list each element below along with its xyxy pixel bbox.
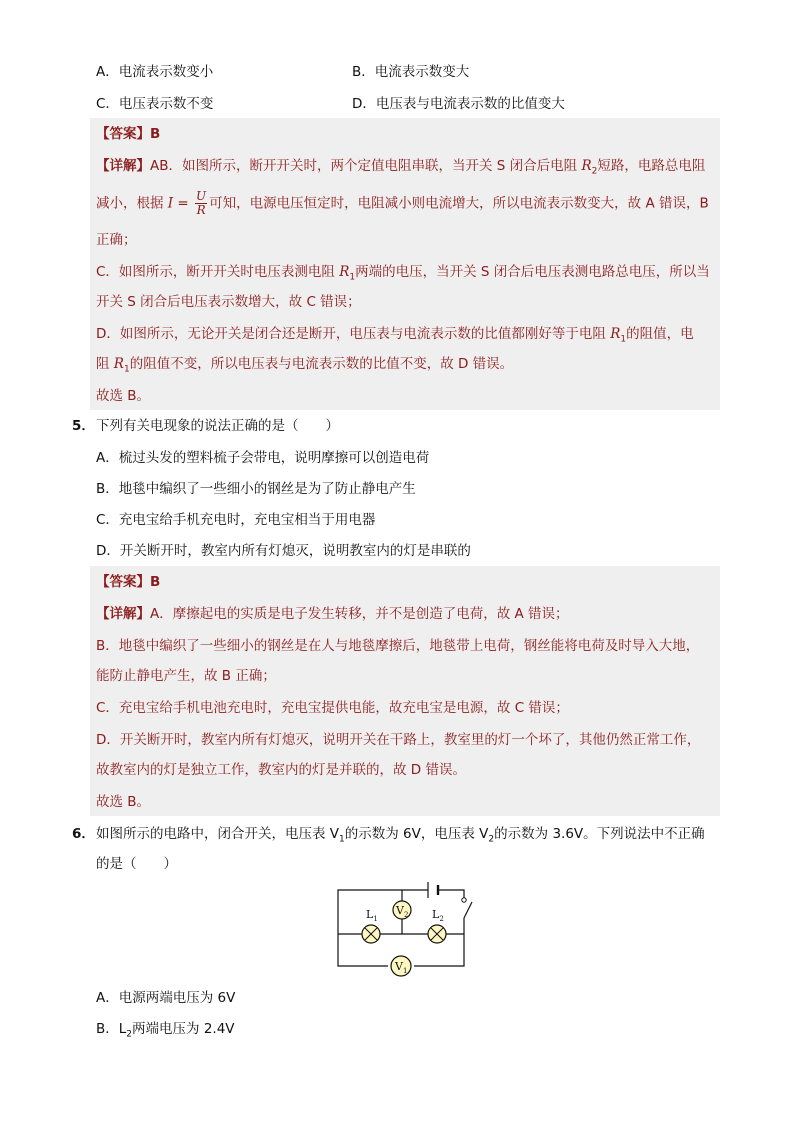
q6-stem-text1c: 的示数为 3.6V。下列说法中不正确 — [494, 826, 705, 842]
q6-option-b-sub: 2 — [126, 1029, 133, 1040]
formula-equals: = — [173, 195, 194, 212]
q4-detail-ab-line3: 正确； — [96, 232, 137, 248]
q4-d2-r-sub: 1 — [123, 364, 130, 375]
wire-top-left — [338, 890, 428, 934]
q4-c-r-symbol: R — [339, 264, 350, 280]
q4-detail-label: 【详解】 — [96, 158, 150, 174]
q6-stem-sub2: 2 — [488, 834, 495, 845]
q5-detail-d-line1: D．开关断开时，教室内所有灯熄灭，说明开关在干路上，教室里的灯一个坏了，其他仍然正常工作， — [96, 732, 701, 748]
q4-d2-r-symbol: R — [113, 356, 124, 372]
q5-conclusion: 故选 B。 — [96, 794, 151, 810]
formula-numerator: U — [196, 189, 207, 203]
formula-fraction — [195, 190, 207, 217]
q4-c-r-sub: 1 — [349, 272, 356, 283]
q4-detail-d-text2b: 的阻值不变，所以电压表与电流表示数的比值不变，故 D 错误。 — [129, 356, 514, 372]
q4-option-c: C．电压表示数不变 — [96, 96, 214, 112]
q4-detail-ab-text2b: 可知，电源电压恒定时，电阻减小则电流增大，所以电流表示数变大，故 A 错误，B — [209, 195, 709, 212]
q4-detail-d-line1 — [96, 324, 694, 350]
q4-conclusion: 故选 B。 — [96, 388, 151, 404]
q4-detail-ab-line1 — [96, 156, 705, 182]
switch-pivot — [462, 898, 466, 902]
q6-number: 6． — [72, 826, 95, 842]
q6-stem-line2: 的是（ ） — [96, 856, 177, 872]
q5-option-d: D．开关断开时，教室内所有灯熄灭，说明教室内的灯是串联的 — [96, 543, 471, 559]
q6-stem-text1a: 如图所示的电路中，闭合开关，电压表 V — [96, 826, 340, 842]
q5-option-c: C．充电宝给手机充电时，充电宝相当于用电器 — [96, 512, 376, 528]
voltmeter-v2-label: $V_2$ — [396, 904, 409, 919]
lamp-l2 — [428, 925, 446, 943]
q4-detail-c-line2: 开关 S 闭合后电压表示数增大，故 C 错误； — [96, 294, 361, 310]
lamp-l1-label: $L_1$ — [366, 908, 378, 923]
q4-detail-d-line2 — [96, 354, 513, 380]
q6-stem-line1 — [96, 824, 705, 850]
q5-answer-label: 【答案】B — [96, 574, 161, 590]
q4-detail-d-text1b: 的阻值，电 — [626, 326, 694, 342]
q6-option-a: A．电源两端电压为 6V — [96, 990, 236, 1006]
circuit-diagram — [330, 878, 480, 978]
q4-detail-ab-text1: AB．如图所示，断开开关时，两个定值电阻串联，当开关 S 闭合后电阻 — [150, 158, 582, 174]
q4-detail-ab-line2 — [96, 190, 709, 217]
q5-detail-b-line2: 能防止静电产生，故 B 正确； — [96, 668, 276, 684]
q6-option-b-text-b: 两端电压为 2.4V — [132, 1021, 235, 1037]
q4-detail-ab-text2a: 减小，根据 — [96, 195, 168, 212]
q5-detail-a — [96, 604, 569, 624]
q4-detail-ab-text1b: 短路，电路总电阻 — [597, 158, 706, 174]
wire-top-right — [438, 890, 464, 900]
q4-detail-d-text2a: 阻 — [96, 356, 114, 372]
q4-d-r-sub: 1 — [620, 334, 627, 345]
q4-detail-c-text1b: 两端的电压，当开关 S 闭合后电压表测电路总电压，所以当 — [355, 264, 710, 280]
formula-denominator: R — [196, 203, 206, 217]
q4-r2-sub: 2 — [591, 166, 598, 177]
q6-option-b-text-a: B．L — [96, 1021, 127, 1037]
q4-r2-symbol: R — [581, 158, 592, 174]
q5-detail-c: C．充电宝给手机电池充电时，充电宝提供电能，故充电宝是电源，故 C 错误； — [96, 700, 569, 716]
q5-number: 5． — [72, 418, 95, 434]
q4-detail-c-text1a: C．如图所示，断开开关时电压表测电阻 — [96, 264, 340, 280]
q4-detail-c-line1 — [96, 262, 710, 288]
q5-stem: 下列有关电现象的说法正确的是（ ） — [96, 418, 339, 434]
q5-detail-label: 【详解】 — [96, 606, 150, 622]
q6-stem-text1b: 的示数为 6V，电压表 V — [344, 826, 489, 842]
q5-option-a: A．梳过头发的塑料梳子会带电，说明摩擦可以创造电荷 — [96, 450, 430, 466]
switch-blade — [464, 902, 472, 918]
formula-lhs: I — [167, 195, 174, 212]
q5-detail-b-line1: B．地毯中编织了一些细小的钢丝是在人与地毯摩擦后，地毯带上电荷，钢丝能将电荷及时导入大地， — [96, 638, 700, 654]
q4-d-r-symbol: R — [610, 326, 621, 342]
voltmeter-v1-label: $V_1$ — [395, 960, 408, 975]
q5-detail-d-line2: 故教室内的灯是独立工作，教室内的灯是并联的，故 D 错误。 — [96, 762, 466, 778]
q4-option-b: B．电流表示数变大 — [352, 64, 470, 80]
q4-answer-label: 【答案】B — [96, 126, 161, 142]
lamp-l1 — [362, 925, 380, 943]
q4-detail-d-text1a: D．如图所示，无论开关是闭合还是断开，电压表与电流表示数的比值都刚好等于电阻 — [96, 326, 611, 342]
q5-detail-a-text: A．摩擦起电的实质是电子发生转移，并不是创造了电荷，故 A 错误； — [150, 606, 569, 622]
q4-option-d: D．电压表与电流表示数的比值变大 — [352, 96, 565, 112]
q6-option-b — [96, 1019, 235, 1045]
q6-stem-sub1: 1 — [339, 834, 345, 845]
q5-option-b: B．地毯中编织了一些细小的钢丝是为了防止静电产生 — [96, 481, 416, 497]
q4-option-a: A．电流表示数变小 — [96, 64, 214, 80]
lamp-l2-label: $L_2$ — [432, 908, 444, 923]
